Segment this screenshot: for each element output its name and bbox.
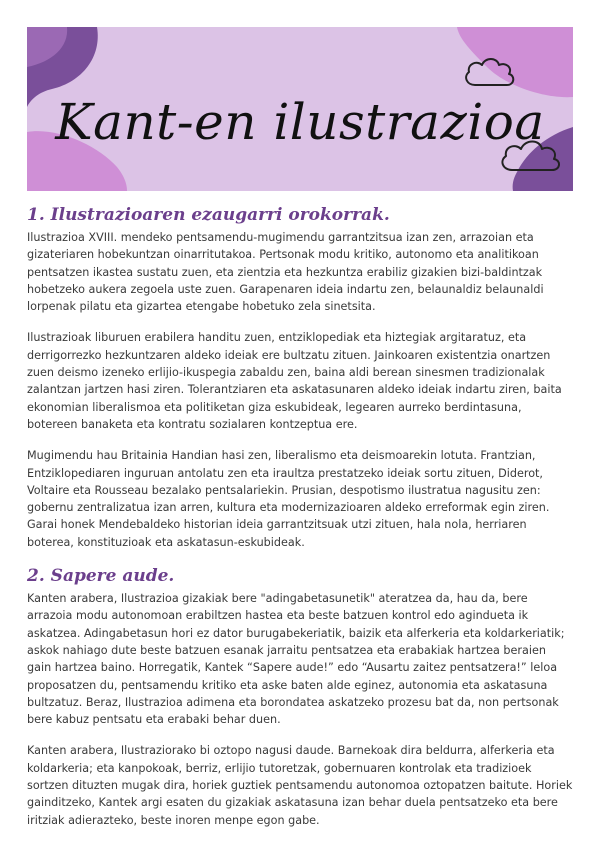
paragraph: Mugimendu hau Britainia Handian hasi zen, liberalismo eta deismoarekin lotuta. Frantzian, Entziklopediaren inguruan antolatu zen eta iraultza prestatzeko ideiak sortu zituen, Diderot, Voltaire eta Rousseau bezalako pentsalariekin. Prusian, despotismo ilustratua nagusitu zen: gobernu zentralizatua izan arren, kultura eta modernizazioaren aldeko erreformak egin ziren. Garai honek Mendebaldeko historian ideia garrantzitsuak utzi zituen, hala nola, herriaren boterea, konstituzioak eta askatasun-eskubideak. [27,449,550,549]
paragraph: Ilustrazioa XVIII. mendeko pentsamendu-mugimendu garrantzitsua izan zen, arrazoian eta gizateriaren hobekuntzan oinarritutakoa. Pertsonak modu kritiko, autonomo eta analitikoan pentsatzen ikastea sustatu zuen, eta zientzia eta hezkuntza erabiliz gizakien bizi-baldintzak hobetzeko aukera zegoela uste zuen. Garapenaren ideia indartu zen, belaunaldiz belaunaldi lorpenak pilatu eta gizartea etengabe hobetuko zela sinetsita. [27,231,544,314]
section-heading: 1. Ilustrazioaren ezaugarri orokorrak. [27,205,390,225]
title-banner [27,27,573,191]
article-body [27,204,573,843]
section-general-features [27,204,573,551]
paragraph: Kanten arabera, Ilustraziorako bi oztopo nagusi daude. Barnekoak dira beldurra, alferkeria eta koldarkeria; eta kanpokoak, berriz, erlijio tutoretzak, gobernuaren kontrolak eta tradizioek sortzen dituzten mugak dira, horiek guztiek pentsamendu autonomoa oztopatzen baitute. Horiek gainditzeko, Kantek argi esaten du gizakiak askatasuna izan behar duela pentsatzeko eta bere iritziak adierazteko, beste inoren menpe egon gabe. [27,744,573,827]
section-heading: 2. Sapere aude. [27,566,175,587]
section-sapere-aude [27,565,573,829]
paragraph: Kanten arabera, Ilustrazioa gizakiak bere "adingabetasunetik" ateratzea da, hau da, bere arrazoia modu autonomoan erabiltzen hastea eta beste batzuen kontrol edo agindueta ik askatzea. Adingabetasun hori ez dator burugabekeriatik, baizik eta alferkeria eta koldarkeriatik; askok nahiago dute beste batzuen esanak jarraitu pentsatzea eta erabakiak hartzea beraien gain hartzea baino. Horregatik, Kantek “Sapere aude!” edo “Ausartu zaitez pentsatzera!” leloa proposatzen du, pentsamendu kritiko eta aske baten alde eginez, autonomia eta askatasuna bultzatuz. Beraz, Ilustrazioa adimena eta borondatea askatzeko prozesu bat da, non pertsonak bere kabuz pentsatu eta erabaki behar duen. [27,592,565,727]
page-title: Kant-en ilustrazioa [55,93,545,151]
paragraph: Ilustrazioak liburuen erabilera handitu zuen, entziklopediak eta hiztegiak argitaratuz, eta derrigorrezko hezkuntzaren aldeko ideiak ere bultzatu zituen. Jainkoaren existentzia onartzen zuen deismo izeneko erlijio-ikuspegia zabaldu zen, baina aldi berean sinesmen tradizionalak zalantzan jartzen hasi ziren. Tolerantziaren eta askatasunaren aldeko ideiak indartu ziren, baita ekonomian liberalismoa eta politiketan giza eskubideak, legearen aurreko berdintasuna, botereen banaketa eta kontratu sozialaren kontzeptua ere. [27,331,562,431]
